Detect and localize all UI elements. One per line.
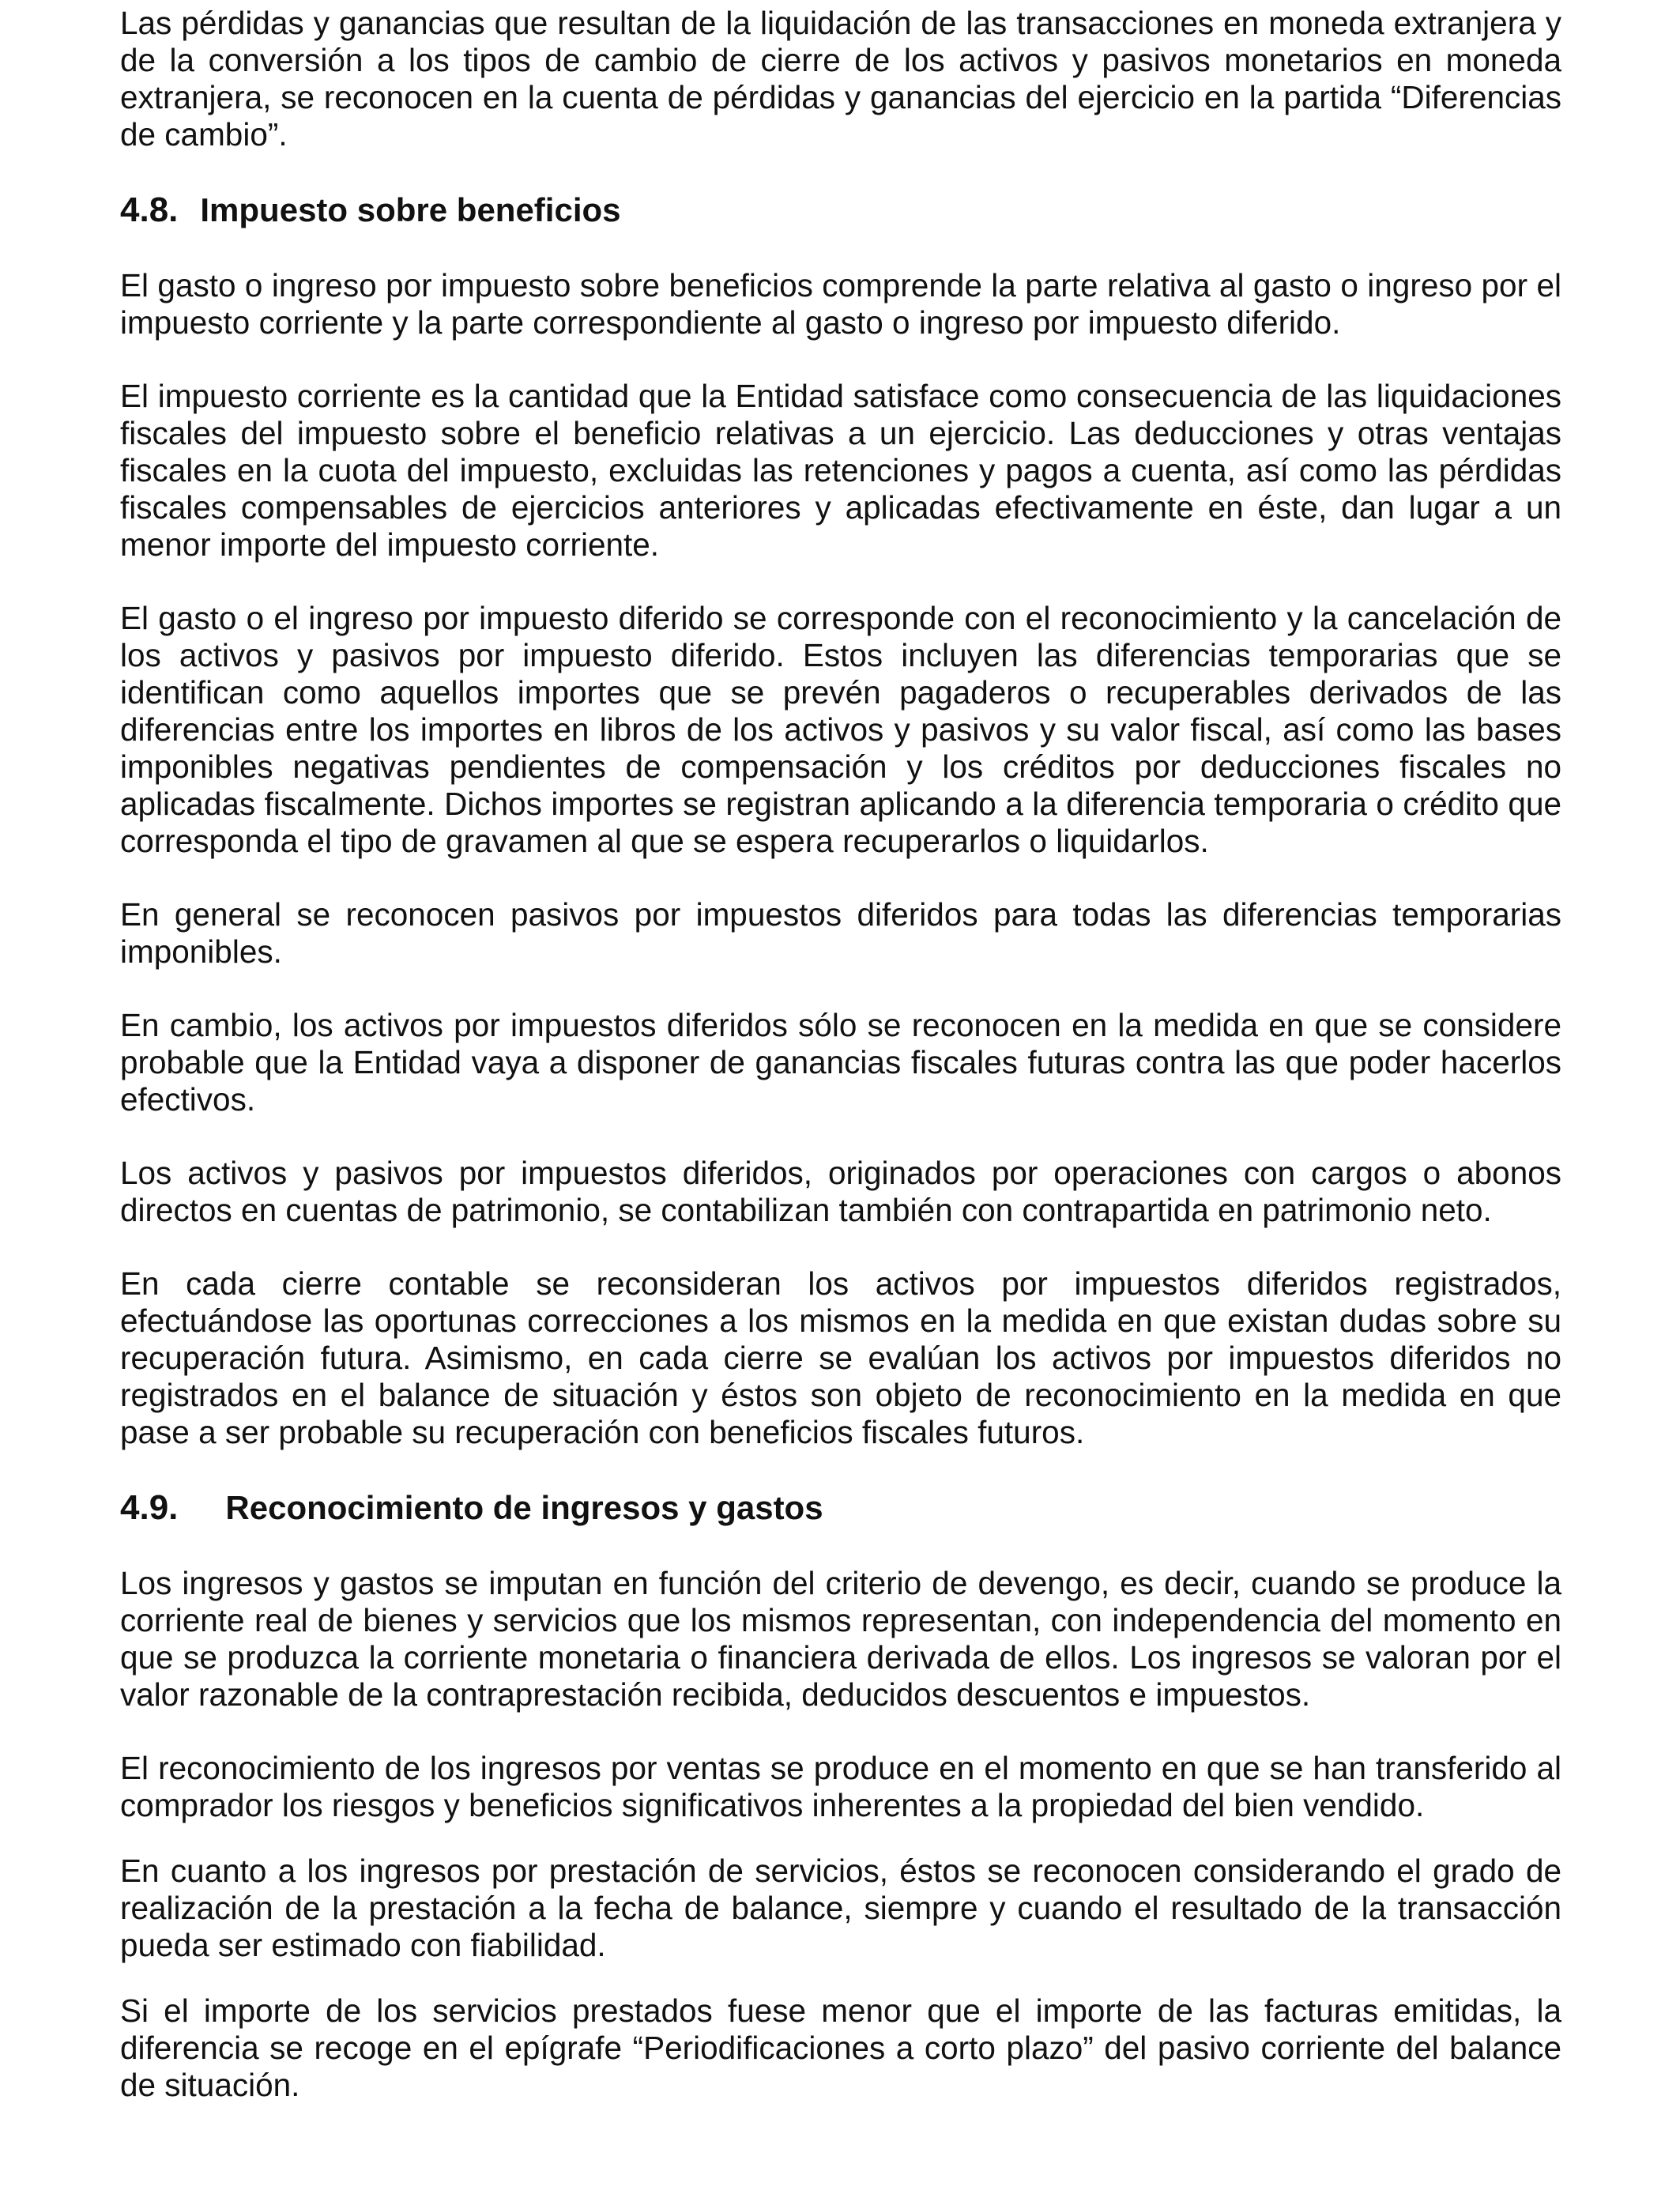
- section-title: Reconocimiento de ingresos y gastos: [225, 1489, 823, 1526]
- paragraph-equity-deferred: Los activos y pasivos por impuestos diferidos, originados por operaciones con cargos o abonos directos en cuentas de patrimonio, se contabilizan también con contrapartida en patrimonio neto.: [120, 1155, 1561, 1228]
- paragraph-tax-expense: El gasto o ingreso por impuesto sobre beneficios comprende la parte relativa al gasto o ingreso por el impuesto corriente y la parte correspondiente al gasto o ingreso por impuesto diferido.: [120, 267, 1561, 341]
- section-title: Impuesto sobre beneficios: [200, 191, 621, 228]
- paragraph-current-tax: El impuesto corriente es la cantidad que la Entidad satisface como consecuencia de las liquidaciones fiscales del impuesto sobre el beneficio relativas a un ejercicio. Las deducciones y otras ventajas fiscales en la cuota del impuesto, excluidas las retenciones y pagos a cuenta, así como las pérdidas fiscales compensables de ejercicios anteriores y aplicadas efectivamente en éste, dan lugar a un menor importe del impuesto corriente.: [120, 378, 1561, 563]
- section-heading-4-9: [120, 1487, 1561, 1529]
- paragraph-services-revenue: En cuanto a los ingresos por prestación de servicios, éstos se reconocen considerando el grado de realización de la prestación a la fecha de balance, siempre y cuando el resultado de la transacción pueda ser estimado con fiabilidad.: [120, 1853, 1561, 1963]
- paragraph-accrual-criteria: Los ingresos y gastos se imputan en función del criterio de devengo, es decir, cuando se produce la corriente real de bienes y servicios que los mismos representan, con independencia del momento en que se produzca la corriente monetaria o financiera derivada de ellos. Los ingresos se valoran por el valor razonable de la contraprestación recibida, deducidos descuentos e impuestos.: [120, 1565, 1561, 1713]
- section-heading-4-8: [120, 190, 1561, 231]
- paragraph-exchange-differences: Las pérdidas y ganancias que resultan de la liquidación de las transacciones en moneda extranjera y de la conversión a los tipos de cambio de cierre de los activos y pasivos monetarios en moneda extranjera, se reconocen en la cuenta de pérdidas y ganancias del ejercicio en la partida “Diferencias de cambio”.: [120, 5, 1561, 153]
- section-number: 4.9.: [120, 1488, 179, 1527]
- paragraph-closing-review: En cada cierre contable se reconsideran los activos por impuestos diferidos registrados, efectuándose las oportunas correcciones a los mismos en la medida en que existan dudas sobre su recuperación futura. Asimismo, en cada cierre se evalúan los activos por impuestos diferidos no registrados en el balance de situación y éstos son objeto de reconocimiento en la medida en que pase a ser probable su recuperación con beneficios fiscales futuros.: [120, 1265, 1561, 1450]
- paragraph-deferred-tax: El gasto o el ingreso por impuesto diferido se corresponde con el reconocimiento y la cancelación de los activos y pasivos por impuesto diferido. Estos incluyen las diferencias temporarias que se identifican como aquellos importes que se prevén pagaderos o recuperables derivados de las diferencias entre los importes en libros de los activos y pasivos y su valor fiscal, así como las bases imponibles negativas pendientes de compensación y los créditos por deducciones fiscales no aplicadas fiscalmente. Dichos importes se registran aplicando a la diferencia temporaria o crédito que corresponda el tipo de gravamen al que se espera recuperarlos o liquidarlos.: [120, 600, 1561, 859]
- paragraph-deferred-assets: En cambio, los activos por impuestos diferidos sólo se reconocen en la medida en que se considere probable que la Entidad vaya a disponer de ganancias fiscales futuras contra las que poder hacerlos efectivos.: [120, 1007, 1561, 1118]
- document-page: [120, 5, 1561, 2132]
- paragraph-sales-revenue: El reconocimiento de los ingresos por ventas se produce en el momento en que se han transferido al comprador los riesgos y beneficios significativos inherentes a la propiedad del bien vendido.: [120, 1750, 1561, 1823]
- paragraph-deferred-liabilities: En general se reconocen pasivos por impuestos diferidos para todas las diferencias temporarias imponibles.: [120, 896, 1561, 970]
- section-number: 4.8.: [120, 190, 179, 229]
- paragraph-accruals: Si el importe de los servicios prestados fuese menor que el importe de las facturas emitidas, la diferencia se recoge en el epígrafe “Periodificaciones a corto plazo” del pasivo corriente del balance de situación.: [120, 1992, 1561, 2103]
